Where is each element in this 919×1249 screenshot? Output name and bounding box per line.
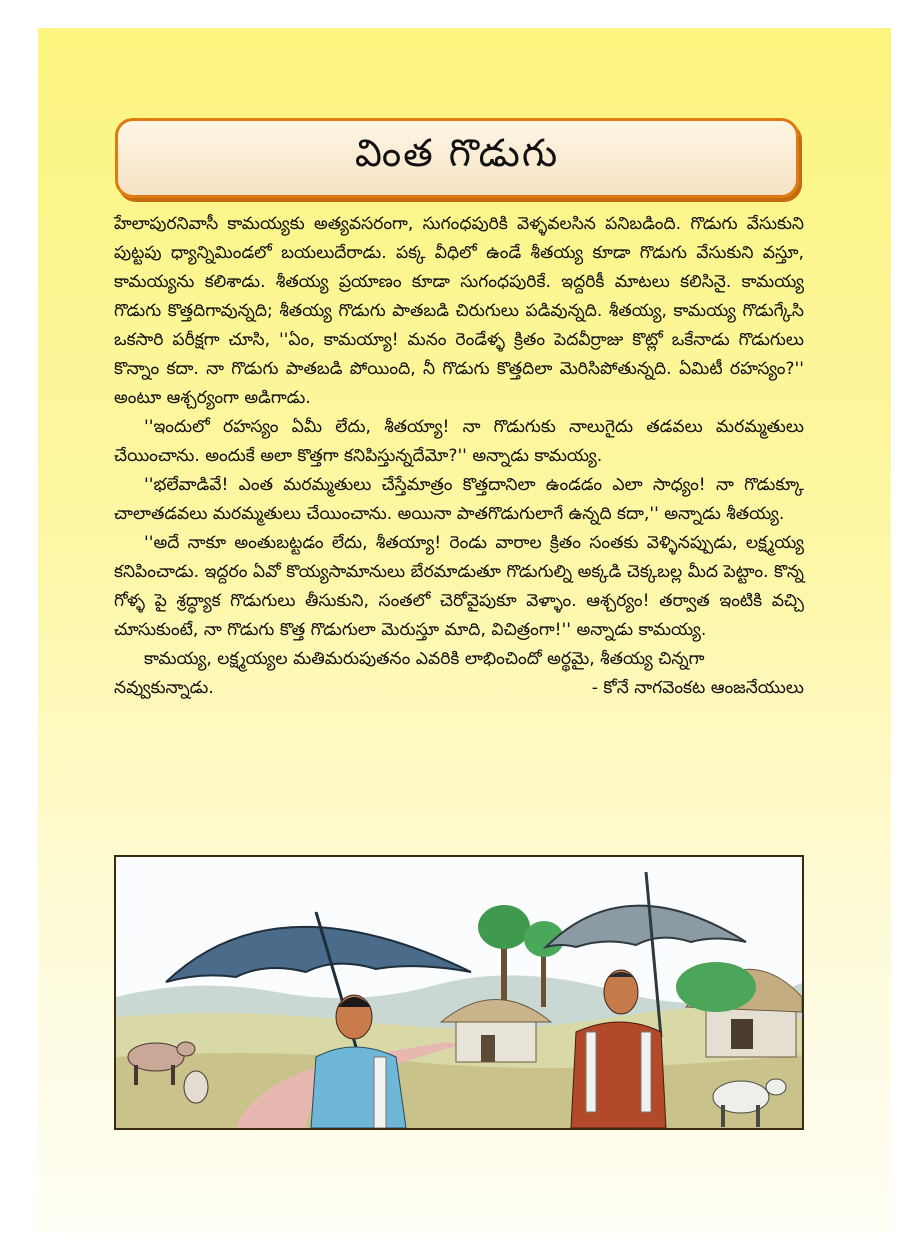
paragraph-2: ''ఇందులో రహస్యం ఏమీ లేదు, శీతయ్యా! నా గొడుగుకు నాలుగైదు తడవలు మరమ్మతులు చేయించాను. అందుకే అలా కొత్తగా కనిపిస్తున్నదేమో?'' అన్నాడు కామయ్య. xyxy=(114,417,804,466)
paragraph-3: ''భలేవాడివే! ఎంత మరమ్మతులు చేస్తేమాత్రం కొత్తదానిలా ఉండడం ఎలా సాధ్యం! నా గొడుక్కూ చాలాతడవలు మరమ్మతులు చేయించాను. అయినా పాతగొడుగులాగే ఉన్నది కదా,'' అన్నాడు శీతయ్య. xyxy=(114,475,804,524)
closing-line: కామయ్య, లక్ష్మయ్యల మతిమరుపుతనం ఎవరికి లాభించిందో అర్థమై, శీతయ్య చిన్నగా xyxy=(144,649,705,669)
closing-last-line xyxy=(114,674,804,703)
title-banner xyxy=(115,118,799,198)
closing-word: నవ్వుకున్నాడు. xyxy=(114,678,214,698)
paragraph-4: ''అదే నాకూ అంతుబట్టడం లేదు, శీతయ్యా! రెండు వారాల క్రితం సంతకు వెళ్ళినప్పుడు, లక్ష్మయ్య కనిపించాడు. ఇద్దరం ఏవో కొయ్యసామానులు బేరమాడుతూ గొడుగుల్ని అక్కడి చెక్కబల్ల మీద పెట్టాం. కొన్న గోళ్ళ పై శ్రద్ధ్యాక గొడుగులు తీసుకుని, సంతలో చెరోవైపుకూ వెళ్ళాం. ఆశ్చర్యం! తర్వాత ఇంటికి వచ్చి చూసుకుంటే, నా గొడుగు కొత్త గొడుగులా మెరుస్తూ మాది, విచిత్రంగా!'' అన్నాడు కామయ్య. xyxy=(114,533,804,640)
page-title: వింత గొడుగు xyxy=(354,131,560,175)
story-illustration xyxy=(114,855,804,1130)
paragraph-1: హేలాపురనివాసీ కామయ్యకు అత్యవసరంగా, సుగంధపురికి వెళ్ళవలసిన పనిబడింది. గొడుగు వేసుకుని పుట్టపు ధ్యాన్నిమిండలో బయలుదేరాడు. పక్క వీధిలో ఉండే శీతయ్య కూడా గొడుగు వేసుకుని వస్తూ, కామయ్యను కలిశాడు. శీతయ్య ప్రయాణం కూడా సుగంధపురికే. ఇద్దరికీ మాటలు కలిసినై. కామయ్య గొడుగు కొత్తదిగావున్నది; శీతయ్య గొడుగు పాతబడి చిరుగులు పడివున్నది. శీతయ్య, కామయ్య గొడుగ్కేసి ఒకసారి పరీక్షగా చూసి, ''ఏం, కామయ్యా! మనం రెండేళ్ళ క్రితం పెదవీర్రాజు కొట్లో ఒకేనాడు గొడుగులు కొన్నాం కదా. నా గొడుగు పాతబడి పోయింది, నీ గొడుగు కొత్తదిలా మెరిసిపోతున్నది. ఏమిటీ రహస్యం?'' అంటూ ఆశ్చర్యంగా అడిగాడు. xyxy=(114,214,804,408)
author-credit: - కోనే నాగవెంకట ఆంజనేయులు xyxy=(591,678,804,698)
story-text xyxy=(114,210,804,703)
